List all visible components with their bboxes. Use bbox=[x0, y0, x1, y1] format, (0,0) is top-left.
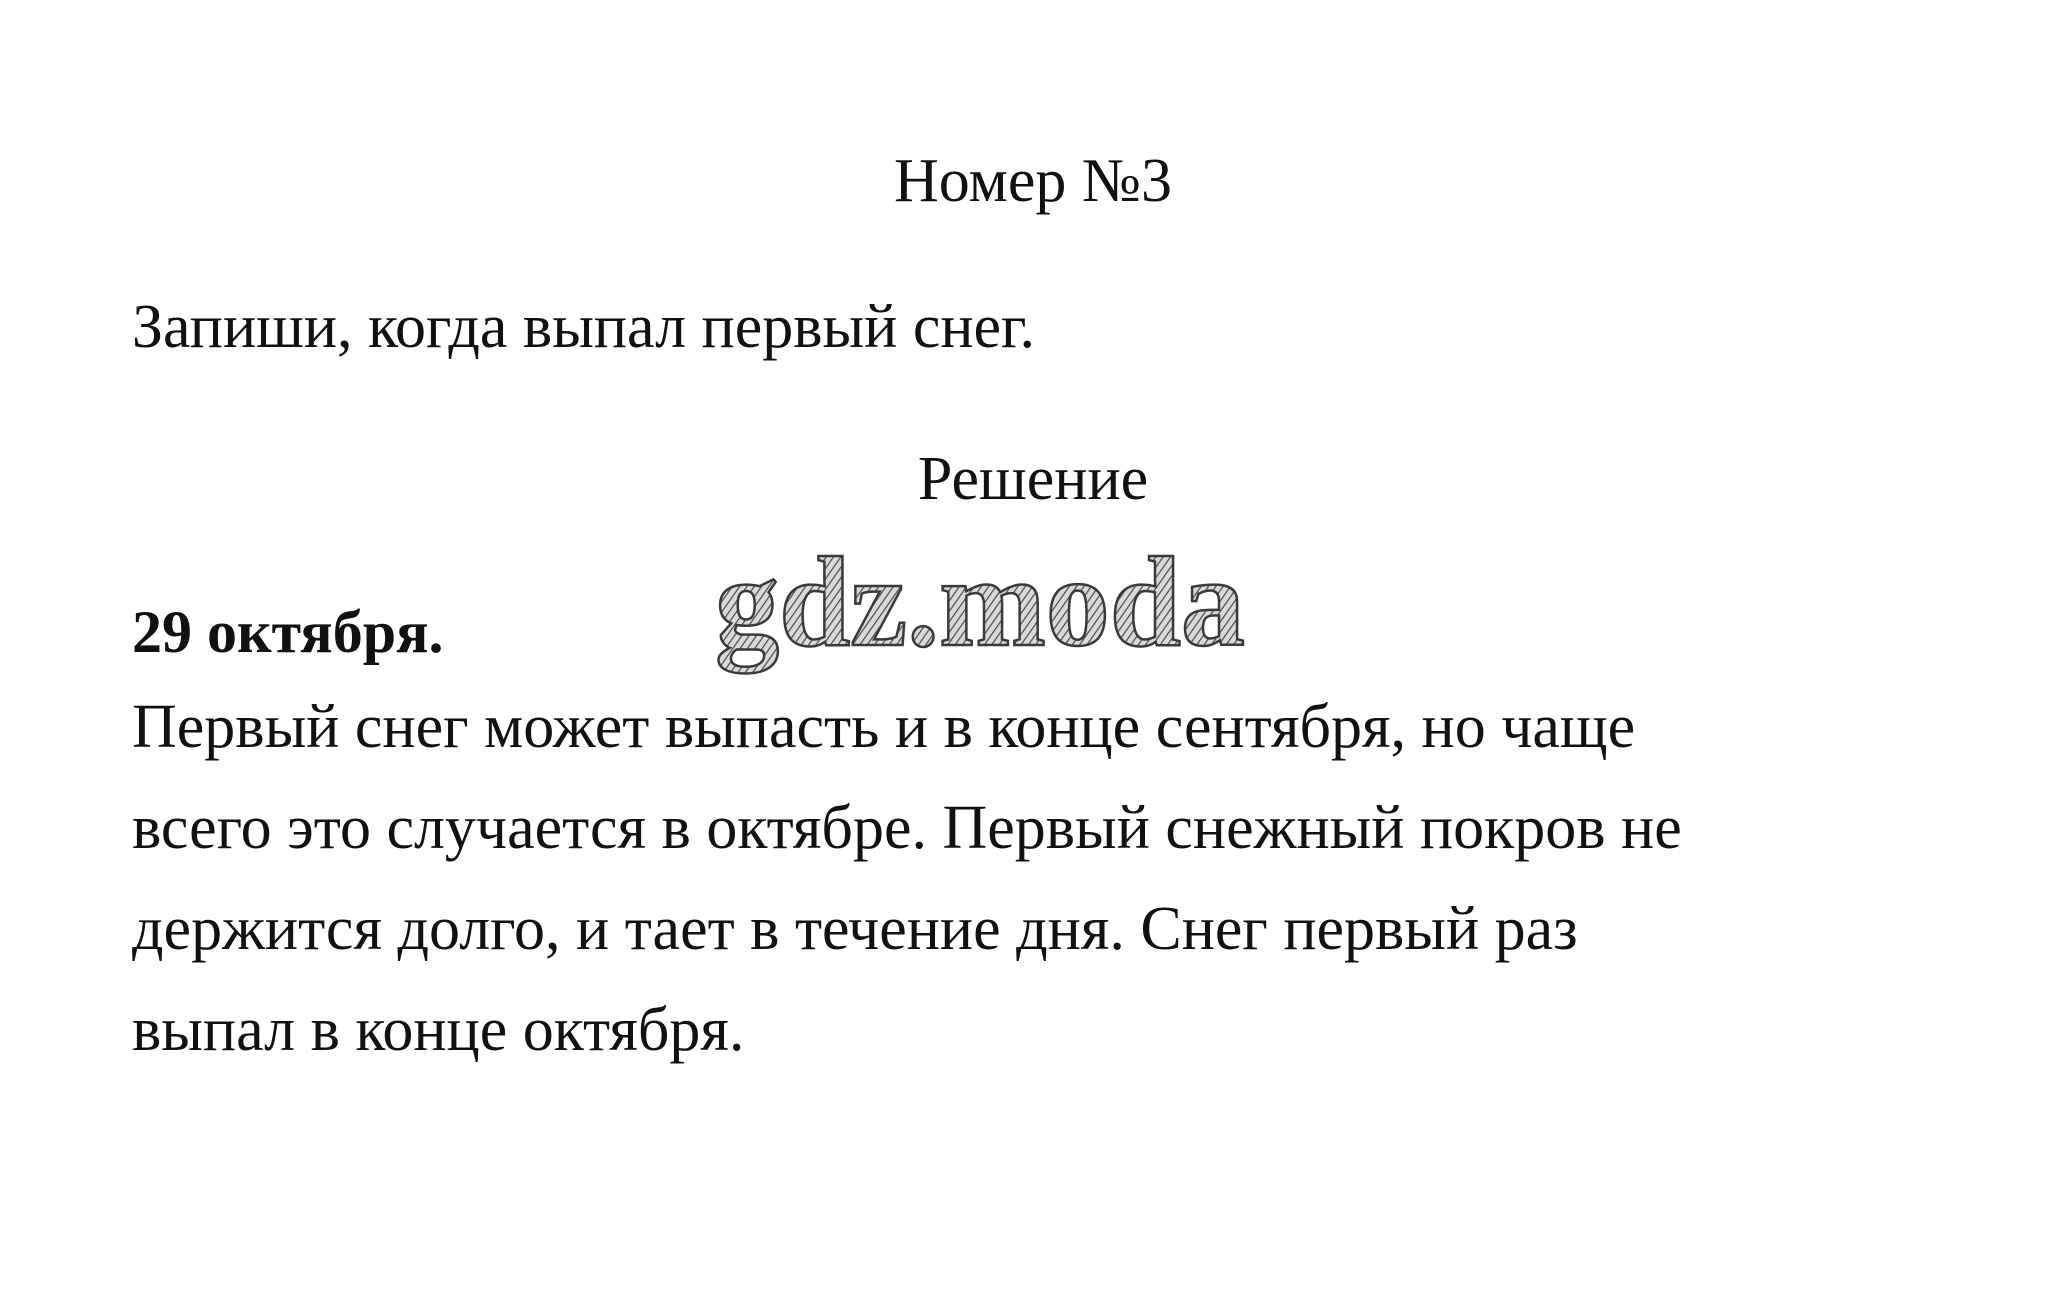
answer-text: 29 октября. bbox=[132, 599, 444, 665]
watermark-text: gdz.moda bbox=[715, 545, 1245, 673]
explanation-line: держится долго, и тает в течение дня. Снег первый раз bbox=[132, 895, 1578, 963]
problem-title: Номер №3 bbox=[893, 147, 1172, 215]
solution-label: Решение bbox=[917, 445, 1149, 513]
task-text: Запиши, когда выпал первый снег. bbox=[132, 293, 1035, 361]
watermark-logo bbox=[680, 545, 1280, 695]
explanation-line: выпал в конце октября. bbox=[132, 996, 745, 1064]
explanation-line: всего это случается в октябре. Первый снежный покров не bbox=[132, 794, 1682, 862]
explanation-line: Первый снег может выпасть и в конце сентября, но чаще bbox=[132, 693, 1636, 761]
explanation-text bbox=[132, 693, 2032, 1100]
